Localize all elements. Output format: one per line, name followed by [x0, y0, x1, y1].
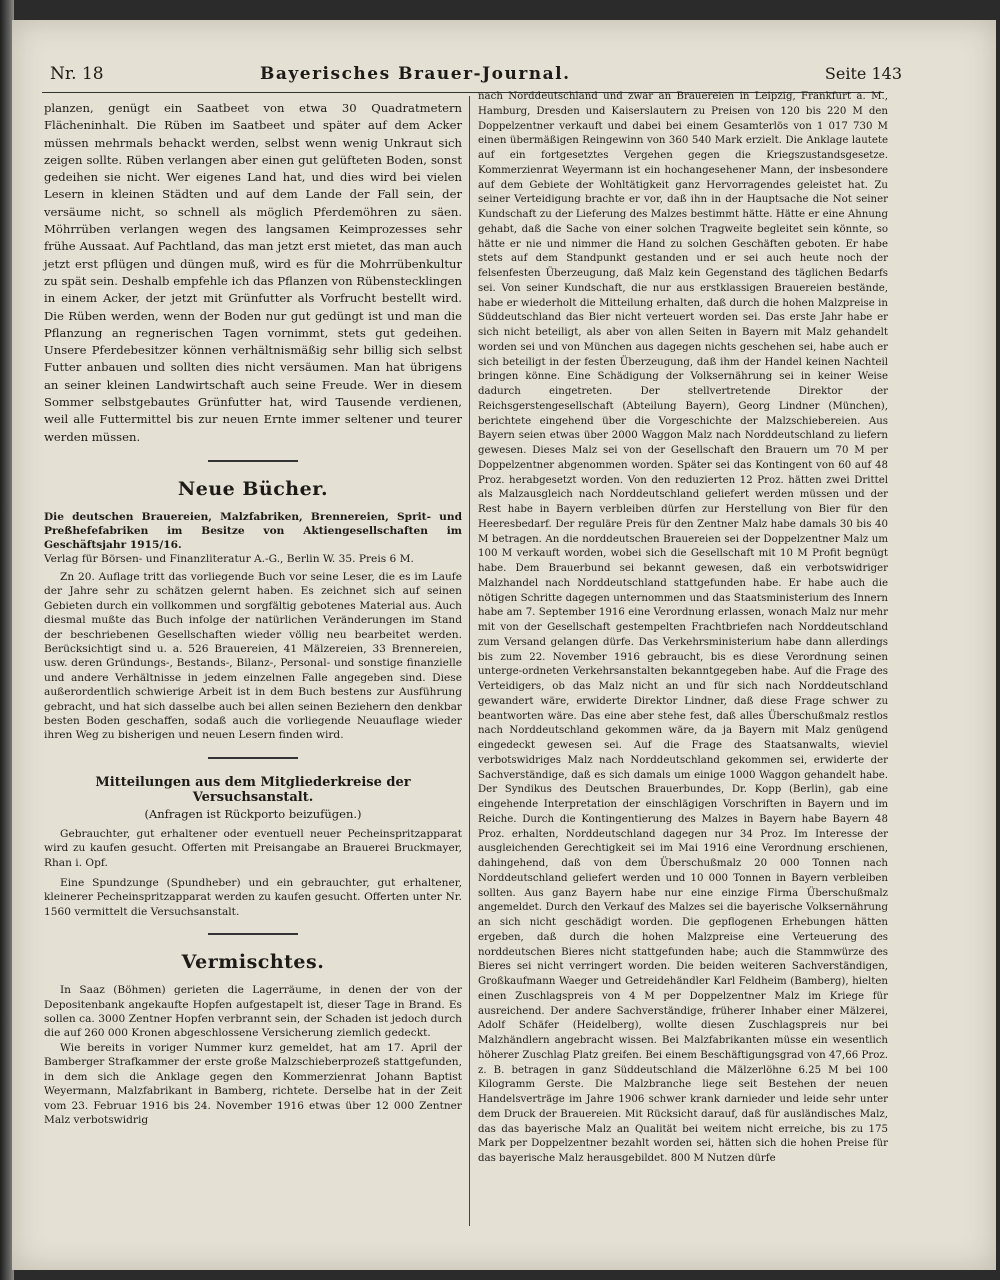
misc-heading: Vermischtes. — [181, 951, 325, 974]
classified-ad-2: Eine Spundzunge (Spundheber) und ein gebrauchter, gut erhaltener, kleinerer Pecheinspritzapparat werden zu kaufen gesucht. Offerten unter Nr. 1560 vermittelt die Versuchsanstalt. — [44, 877, 462, 918]
members-note: (Anfragen ist Rückporto beizufügen.) — [144, 806, 362, 821]
section-separator — [208, 933, 298, 935]
trial-report: nach Norddeutschland und zwar an Brauereien in Leipzig, Frankfurt a. M., Hamburg, Dresden und Kaiserslautern zu Preisen von 120 bis 220 M den Doppelzentner verkauft und dabei bei einem Gesamterlös von 1 017 730 M einen übermäßigen Reingewinn von 360 540 Mark erzielt. Die Anklage lautete auf ein fortgesetztes Vergehen gegen die Kriegszustandsgesetze. Kommerzienrat Weyermann ist ein hochangesehener Mann, der insbesondere auf dem Gebiete der Wohltätigkeit ganz Hervorragendes geleistet hat. Zu seiner Verteidigung brachte er vor, daß ihn in der Hauptsache die Not seiner Kundschaft zu der Lieferung des Malzes bestimmt hätte. Hätte er eine Ahnung gehabt, daß die Sache von einer solchen Tragweite begleitet sein könnte, so hätte er nie und nimmer die Hand zu solchen Geschäften geboten. Er habe stets auf dem Standpunkt gestanden und er sei auch heute noch der felsenfesten Überzeugung, daß Malz kein Gegenstand des täglichen Bedarfs sei. Von seiner Kundschaft, die nur aus erstklassigen Brauereien bestände, habe er wiederholt die Mitteilung erhalten, daß durch die hohen Malzpreise in Süddeutschland das Bier nicht verteuert worden sei. Das erste Jahr habe er sich nicht beteiligt, als aber von allen Seiten in Bayern mit Malz gehandelt worden sei und von München aus dagegen nichts geschehen sei, habe auch er sich beteiligt in der festen Überzeugung, daß ihm der Handel keinen Nachteil bringen könne. Eine Schädigung der Volksernährung sei in keiner Weise dadurch eingetreten. Der stellvertretende Direktor der Reichsgerstengesellschaft (Abteilung Bayern), Georg Lindner (München), berichtete eingehend über die Vorgeschichte der Malzschiebereien. Aus Bayern seien etwas über 2000 Waggon Malz nach Norddeutschland zu liefern gewesen. Dieses Malz sei von der Gesellschaft den Brauern um 70 M per Doppelzentner abgenommen worden. Später sei das Kontingent von 60 auf 48 Proz. herabgesetzt worden. Von den reduzierten 12 Proz. hätten zwei Drittel als Malzausgleich nach Norddeutschland geliefert werden müssen und der Rest habe in Bayern verbleiben dürfen zur Herstellung von Bier für den Heeresbedarf. Der reguläre Preis für den Zentner Malz habe damals 30 bis 40 M betragen. An die norddeutschen Brauereien sei der Doppelzentner Malz um 100 M verkauft worden, wobei sich die Gesellschaft mit 10 M Profit begnügt habe. Dem Brauerbund sei bekannt gewesen, daß ein verbotswidriger Malzhandel nach Norddeutschland stattgefunden habe. Er habe auch die nötigen Schritte dagegen unternommen und das Staatsministerium des Innern habe am 7. September 1916 eine Verordnung erlassen, wonach Malz nur mehr mit von der Gesellschaft gestempelten Frachtbriefen nach Norddeutschland zum Versand gelangen dürfe. Das Verkehrsministerium habe dann allerdings bis zum 22. November 1916 gebraucht, bis es diese Verordnung seinen unterge-ordneten Verkehrsanstalten bekanntgegeben habe. Auf die Frage des Verteidigers, ob das Malz nicht an und für sich nach Norddeutschland gewandert wäre, erwiderte Direktor Lindner, daß diese Frage schwer zu beantworten wäre. Das eine aber stehe fest, daß alles Überschußmalz restlos nach Norddeutschland gekommen wäre, da ja Bayern mit Malz genügend eingedeckt gewesen sei. Auf die Frage des Staatsanwalts, wieviel verbotswidriges Malz nach Norddeutschland gekommen sei, erwiderte der Sachverständige, daß es sich damals um einige 1000 Waggon gehandelt habe. Der Syndikus des Deutschen Brauerbundes, Dr. Kopp (Berlin), gab eine eingehende Interpretation der einschlägigen Vorschriften in Bayern und im Reiche. Durch die Kontingentierung des Malzes in Bayern habe Bayern 48 Proz. erhalten, Norddeutschland dagegen nur 34 Proz. Im Interesse der ausgleichenden Gerechtigkeit sei im Mai 1916 eine Verordnung erschienen, dahingehend, daß von dem Überschußmalz 20 000 Tonnen nach Norddeutschland geliefert werden und 10 000 Tonnen in Bayern verbleiben sollten. Aus ganz Bayern habe nur eine einzige Firma Überschußmalz angemeldet. Durch den Verkauf des Malzes sei die bayerische Volksernährung an sich nicht geschädigt worden. Die gepflogenen Erhebungen hätten ergeben, daß durch die hohen Malzpreise eine Verteuerung des norddeutschen Bieres nicht stattgefunden habe; auch die Stammwürze des Bieres sei nicht verringert worden. Die beiden weiteren Sachverständigen, Großkaufmann Waeger und Getreidehändler Karl Feldheim (Bamberg), hielten einen Zuschlagspreis von 4 M per Doppelzentner Malz im Kriege für ausreichend. Der andere Sachverständige, früherer Inhaber einer Mälzerei, Adolf Schäfer (Heidelberg), wollte diesen Zuschlagspreis nur bei Malzhändlern angebracht wissen. Bei Malzfabrikanten müsse ein wesentlich höherer Zuschlag Platz greifen. Bei einem Beschäftigungsgrad von 47,66 Proz. z. B. betragen in ganz Süddeutschland die Mälzerlöhne 6.25 M bei 100 Kilogramm Gerste. Die Malzbranche liege seit Bestehen der neuen Handelsverträge im Jahre 1906 schwer krank darnieder und leide sehr unter dem Druck der Brauereien. Mit Rücksicht darauf, daß für ausländisches Malz, das das bayerische Malz an Qualität bei weitem nicht erreiche, bis zu 175 Mark per Doppelzentner bezahlt worden sei, hätten sich die hohen Preise für das bayerische Malz herausgebildet. 800 M Nutzen dürfe — [478, 91, 888, 1164]
misc-paragraph-2: Wie bereits in voriger Nummer kurz gemeldet, hat am 17. April der Bamberger Strafkammer der erste große Malzschieberprozeß stattgefunden, in dem sich die Anklage gegen den Kommerzienrat Johann Baptist Weyermann, Malzfabrikant in Bamberg, richtete. Derselbe hat in der Zeit vom 23. Februar 1916 bis 24. November 1916 etwas über 12 000 Zentner Malz verbotswidrig — [44, 1041, 462, 1126]
book-review: Zn 20. Auflage tritt das vorliegende Buch vor seine Leser, die es im Laufe der Jahre sehr zu schätzen gelernt haben. Es zeichnet sich auf seinen Gebieten durch ein vollkommen und sorgfältig gebotenes Material aus. Auch diesmal mußte das Buch infolge der natürlichen Veränderungen im Stand der beschriebenen Gesellschaften wieder völlig neu bearbeitet werden. Berücksichtigt sind u. a. 526 Brauereien, 41 Mälzereien, 33 Brennereien, usw. deren Gründungs-, Bestands-, Bilanz-, Personal- und sonstige finanzielle und andere Verhältnisse in jedem einzelnen Falle angegeben sind. Diese außerordentlich schwierige Arbeit ist in dem Buch bestens zur Ausführung gebracht, und hat sich dasselbe auch bei allen seinen Beziehern den denkbar besten Boden geschaffen, sodaß auch die vorliegende Neuauflage wieder ihren Weg zu bisherigen und neuen Lesern finden wird. — [44, 570, 462, 742]
misc-paragraph-1: In Saaz (Böhmen) gerieten die Lagerräume, in denen der von der Depositenbank angekaufte Hopfen aufgestapelt ist, dieser Tage in Brand. Es sollen ca. 3000 Zentner Hopfen verbrannt sein, der Schaden ist jedoch durch die auf 260 000 Kronen abgeschlossene Versicherung ziemlich gedeckt. — [44, 984, 462, 1040]
page-header — [50, 64, 900, 92]
classified-ad-1: Gebrauchter, gut erhaltener oder eventuell neuer Pecheinspritzapparat wird zu kaufen gesucht. Offerten mit Preisangabe an Brauerei Bruckmayer, Rhan i. Opf. — [44, 827, 462, 869]
books-heading: Neue Bücher. — [177, 477, 329, 500]
book-publisher: Verlag für Börsen- und Finanzliteratur A.-G., Berlin W. 35. Preis 6 M. — [44, 552, 414, 565]
journal-page — [12, 20, 996, 1270]
members-heading: Mitteilungen aus dem Mitgliederkreise der Versuchsanstalt. — [95, 774, 411, 805]
left-column — [44, 100, 462, 1127]
journal-title: Bayerisches Brauer-Journal. — [260, 64, 571, 84]
column-divider — [469, 96, 470, 1226]
section-separator — [208, 460, 298, 462]
book-title: Die deutschen Brauereien, Malzfabriken, Brennereien, Sprit- und Preßhefefabriken im Besitze von Aktiengesellschaften im Geschäftsjahr 1915/16. — [44, 510, 462, 551]
intro-paragraph: planzen, genügt ein Saatbeet von etwa 30 Quadratmetern Flächeninhalt. Die Rüben im Saatbeet und später auf dem Acker müssen mehrmals behackt werden, selbst wenn wenig Unkraut sich zeigen sollte. Rüben verlangen aber einen gut gelüfteten Boden, sonst gedeihen sie nicht. Wer eigenes Land hat, und dies wird bei vielen Lesern in kleinen Städten und auf dem Lande der Fall sein, der versäume nicht, so schnell als möglich Pferdemöhren zu säen. Möhrrüben verlangen wegen des langsamen Keimprozesses sehr frühe Aussaat. Auf Pachtland, das man jetzt erst mietet, das man auch jetzt erst pflügen und düngen muß, wird es für die Mohrrübenkultur zu spät sein. Deshalb empfehle ich das Pflanzen von Rübenstecklingen in einem Acker, der jetzt mit Grünfutter als Vorfrucht bestellt wird. Die Rüben werden, wenn der Boden nur gut gedüngt ist und man die Pflanzung an regnerischen Tagen vornimmt, stets gut gedeihen. Unsere Pferdebesitzer können verhältnismäßig sehr billig sich selbst Futter anbauen und sollten dies nicht versäumen. Man hat übrigens an seiner kleinen Landwirtschaft auch seine Freude. Wer in diesem Sommer selbstgebautes Grünfutter hat, wird Tausende verdienen, weil alle Futtermittel bis zur neuen Ernte immer seltener und teurer werden müssen. — [44, 101, 462, 444]
section-separator — [208, 757, 298, 759]
page-number: Seite 143 — [824, 64, 902, 83]
right-column — [478, 90, 888, 1167]
issue-number: Nr. 18 — [50, 64, 104, 84]
